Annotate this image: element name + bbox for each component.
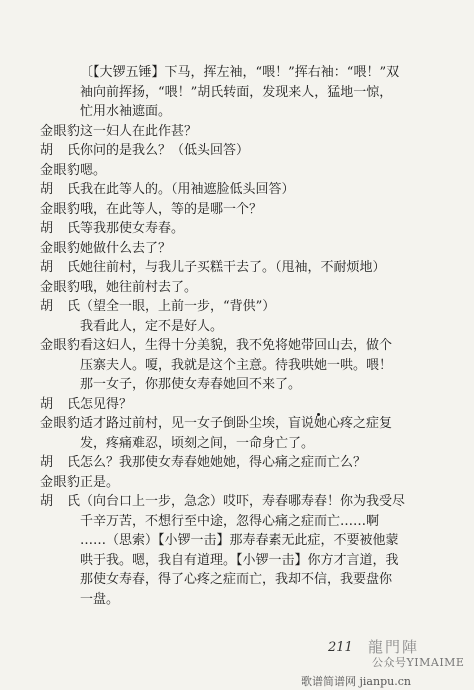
- script-line: [0, 434, 474, 454]
- watermark-logo: 龍門陣: [368, 638, 420, 656]
- line-text: 那一女子，你那使女寿春她回不来了。: [80, 377, 302, 392]
- speaker-name: 胡 氏: [40, 221, 81, 236]
- script-line: [0, 239, 474, 259]
- speaker-name: 胡 氏: [40, 143, 81, 158]
- line-text: 我看此人，定不是好人。: [80, 318, 224, 334]
- line-text: 你问的是我么？（低头回答）: [80, 143, 250, 158]
- line-text: 一盘。: [80, 591, 120, 607]
- page-number: 211: [328, 640, 353, 655]
- stray-mark: [317, 413, 320, 416]
- speaker-name: 胡 氏: [40, 260, 81, 275]
- line-text: 千辛万苦，不想行至中途，忽得心痛之症而亡……啊: [80, 513, 380, 529]
- script-line: [0, 473, 474, 493]
- script-line: [0, 395, 474, 415]
- line-text: 哦，她往前村去了。: [80, 279, 198, 295]
- line-text: 怎么？我那使女寿春她她她，得心痛之症而亡么？: [80, 455, 367, 470]
- watermark-site: 公众号YIMAIME: [372, 656, 465, 669]
- script-line: [0, 590, 474, 610]
- line-text: 我在此等人的。（用袖遮脸低头回答）: [80, 182, 295, 197]
- script-line: [0, 356, 474, 376]
- line-text: ……（思索）【小锣一击】那寿春素无此症，不要被他蒙: [80, 533, 399, 548]
- line-text: 忙用水袖遮面。: [80, 104, 172, 119]
- speaker-name: 胡 氏: [40, 299, 81, 314]
- script-line: [0, 531, 474, 551]
- watermark-url: 歌谱简谱网 jianpu.cn: [301, 675, 411, 688]
- speaker-name: 金眼豹: [40, 338, 81, 353]
- line-text: 她往前村，与我儿子买糕干去了。（甩袖，不耐烦地）: [80, 260, 386, 275]
- speaker-name: 金眼豹: [40, 201, 81, 217]
- script-line: [0, 161, 474, 181]
- line-text: 那使女寿春，得了心疼之症而亡，我却不信，我要盘你: [80, 572, 393, 587]
- script-line: [0, 180, 474, 200]
- line-text: 袖向前挥扬，“喂！”胡氏转面，发现来人，猛地一惊，: [80, 84, 393, 100]
- script-line: [0, 551, 474, 571]
- line-text: 怎见得？: [80, 396, 133, 412]
- line-text: （望全一眼，上前一步，“背供”）: [80, 299, 276, 314]
- dialogue-body: [0, 63, 474, 609]
- line-text: （向台口上一步，急念）哎吓，寿春哪寿春！你为我受尽: [80, 494, 406, 509]
- script-line: [0, 336, 474, 356]
- script-line: [0, 512, 474, 532]
- script-line: [0, 102, 474, 122]
- line-text: 她做什么去了？: [80, 240, 172, 256]
- script-line: [0, 258, 474, 278]
- script-line: [0, 453, 474, 473]
- script-line: [0, 63, 474, 83]
- speaker-name: 金眼豹: [40, 474, 81, 490]
- line-text: 嗯。: [80, 162, 107, 178]
- script-line: [0, 122, 474, 142]
- speaker-name: 胡 氏: [40, 182, 81, 197]
- script-line: [0, 83, 474, 103]
- line-text: 适才路过前村，见一女子倒卧尘埃，盲说她心疼之症复: [80, 416, 393, 431]
- speaker-name: 金眼豹: [40, 123, 81, 139]
- script-line: [0, 570, 474, 590]
- script-line: [0, 141, 474, 161]
- line-text: 正是。: [80, 474, 120, 490]
- line-text: 发，疼痛难忍，顷刻之间，一命身亡了。: [80, 435, 315, 451]
- speaker-name: 金眼豹: [40, 416, 81, 431]
- speaker-name: 金眼豹: [40, 162, 81, 178]
- script-line: [0, 278, 474, 298]
- script-line: [0, 414, 474, 434]
- line-text: 哄于我。嗯，我自有道理。【小锣一击】你方才言道，我: [80, 552, 399, 568]
- script-line: [0, 492, 474, 512]
- script-line: [0, 317, 474, 337]
- line-text: 等我那使女寿春。: [80, 221, 185, 236]
- line-text: 这一妇人在此作甚？: [80, 123, 198, 139]
- speaker-name: 胡 氏: [40, 494, 81, 509]
- line-text: 压寨夫人。嗄，我就是这个主意。待我哄她一哄。喂！: [80, 357, 393, 373]
- script-line: [0, 375, 474, 395]
- script-line: [0, 200, 474, 220]
- speaker-name: 胡 氏: [40, 455, 81, 470]
- script-line: [0, 297, 474, 317]
- line-text: 看这妇人，生得十分美貌，我不免将她带回山去，做个: [80, 338, 393, 353]
- line-text: 哦，在此等人，等的是哪一个？: [80, 201, 263, 217]
- line-text: 〔【大锣五锤】下马，挥左袖，“喂！”挥右袖：“喂！”双: [80, 65, 400, 80]
- script-line: [0, 219, 474, 239]
- speaker-name: 金眼豹: [40, 240, 81, 256]
- speaker-name: 胡 氏: [40, 396, 81, 412]
- speaker-name: 金眼豹: [40, 279, 81, 295]
